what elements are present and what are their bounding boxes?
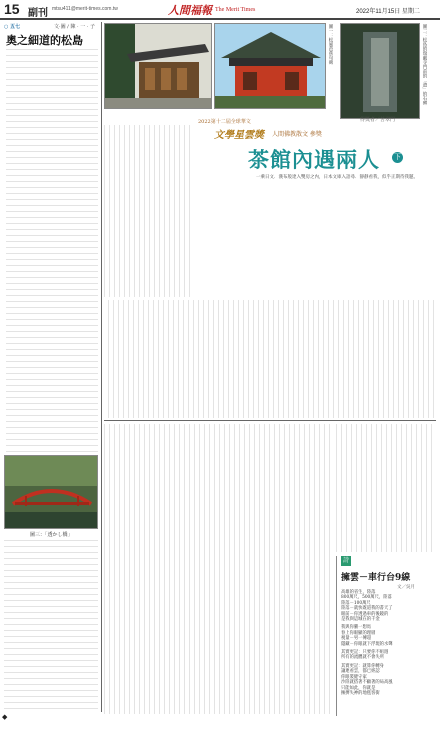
poem-line: 800萬尺，500萬尺，陸落	[341, 595, 392, 601]
right-photo-caption: 圖二：松島的瑞巌寺門前的「遊」的石碑	[422, 24, 427, 105]
feature-divider	[104, 420, 436, 421]
poem-line: 所有的流體就不會失所	[341, 655, 384, 661]
top-photo-caption: 圖一：松風芭蕉句碑	[328, 24, 333, 65]
article-body-text	[6, 49, 98, 469]
pagoda-photo	[104, 23, 212, 109]
stone-monument-illustration	[341, 24, 420, 119]
award-title: 文學星雲獎	[214, 130, 264, 141]
feature-body-lower	[104, 424, 332, 714]
poem-line: 陸落－就快既道我的書天了	[341, 606, 393, 612]
left-lower-body-text	[4, 540, 98, 710]
feature-title-part-badge: 下	[394, 153, 401, 161]
stone-monument-photo	[340, 23, 420, 119]
poem-line: 是我與這城在的千金	[341, 617, 380, 623]
feature-intro-column	[104, 125, 192, 297]
top-caption-wrap	[327, 24, 337, 108]
bridge-photo	[4, 455, 98, 529]
feature-subtitle: 一乘日文．漢布般達入雙房之內，日本文庫入語尋．靜靜看我，似乎正期待我題。	[256, 175, 418, 180]
newspaper-logo	[168, 2, 278, 18]
poem-tag: 詩	[342, 557, 349, 564]
feature-title: 茶館內遇兩人	[248, 147, 380, 172]
poem-line: 隱藏－你眼就下浮現的水聲	[341, 641, 393, 647]
article-title: 奧之細道的松島	[6, 34, 83, 47]
poem-title: 擁雲－車行台9線	[341, 573, 411, 583]
poem-line: 春上你眼顯的理層	[341, 630, 376, 636]
right-upper-text	[336, 424, 436, 552]
poem-lines	[341, 590, 435, 696]
poem-line: 你眼裝健守家	[341, 674, 367, 680]
winner-tag: 得獎者／苦翠門	[360, 117, 396, 123]
poem-line: 視量－男一傳超	[341, 636, 372, 642]
poem-line: 其實更記：就算你轉身	[341, 663, 384, 669]
temple-red-photo	[214, 23, 326, 109]
left-footer-mark: ◆	[2, 713, 8, 721]
poem-line: 只能如此，你就是	[341, 685, 376, 691]
bridge-illustration	[5, 456, 98, 529]
logo-chinese: 人間福報	[168, 4, 212, 17]
issue-date: 2022年11月15日 星期二	[356, 9, 420, 15]
pagoda-illustration	[105, 24, 212, 109]
award-badge: 2022第十二屆全球華文	[198, 119, 251, 125]
logo-english: The Merit Times	[215, 7, 256, 13]
award-subtitle: 人間佛教散文 參獎	[272, 131, 322, 138]
left-article	[4, 23, 100, 503]
section-name: 副刊	[28, 8, 48, 19]
poem-author: 文／吳月	[397, 585, 415, 590]
column-divider	[101, 22, 102, 712]
poem-line: 我與你騰一想馬	[341, 625, 372, 631]
poem-box	[336, 556, 436, 716]
section-email: mtsu411@merit-times.com.tw	[52, 6, 118, 12]
feature-body-upper	[108, 300, 434, 418]
page-number: 15	[4, 1, 20, 17]
right-caption-wrap	[421, 24, 437, 120]
poem-line: 其實更記：只要你不組週	[341, 650, 389, 656]
poem-line: 擁擠失神的地毯客街	[341, 690, 380, 696]
poem-line: 沙陸就搭著不顧著的局高風	[341, 680, 393, 686]
article-kicker: ○ 五七	[4, 24, 21, 30]
bridge-caption: 圖三：「透かし橋」	[30, 532, 73, 538]
poem-line: 陸落－100萬尺	[341, 600, 371, 606]
poem-line: 眼前－你透過車的後鏡的	[341, 611, 389, 617]
article-byline: 文·圖 / 陳 · 一 · 子	[54, 24, 95, 30]
poem-line: 讓連看雲，都已經認	[341, 669, 380, 675]
poem-line: 高雄的省生，陸落	[341, 590, 376, 595]
temple-illustration	[215, 24, 326, 109]
